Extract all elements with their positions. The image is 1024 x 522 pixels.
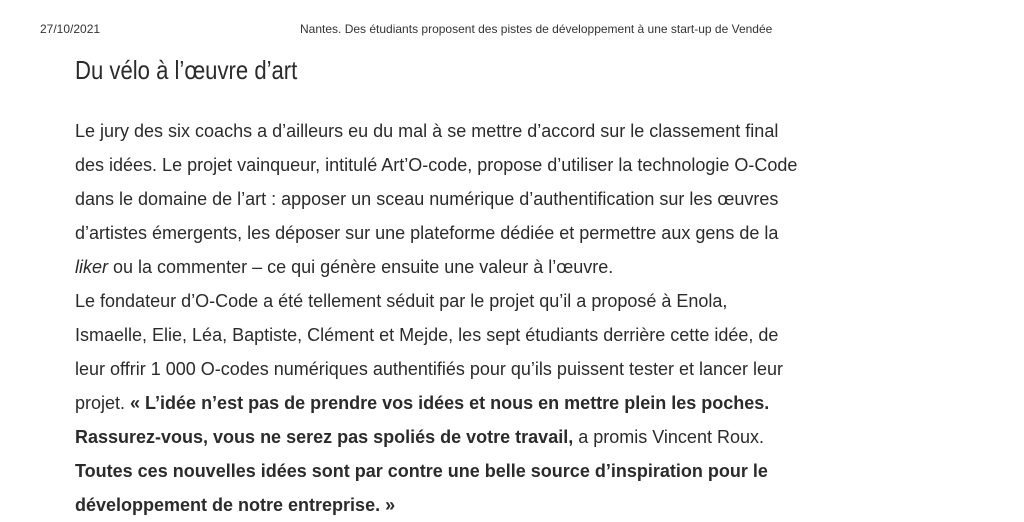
text-line — [75, 386, 955, 420]
text-line: Le jury des six coachs a d’ailleurs eu du mal à se mettre d’accord sur le classement final — [75, 121, 779, 141]
article-title: Du vélo à l’œuvre d’art — [75, 55, 298, 85]
text-line: Le fondateur d’O-Code a été tellement séduit par le projet qu’il a proposé à Enola, — [75, 291, 728, 311]
quote-bold: Rassurez-vous, vous ne serez pas spoliés de votre travail, — [75, 427, 574, 447]
paragraph-1 — [75, 114, 955, 284]
print-date: 27/10/2021 — [40, 22, 101, 36]
article-body — [75, 114, 955, 522]
quote-bold: Toutes ces nouvelles idées sont par contre une belle source d’inspiration pour le — [75, 461, 768, 481]
text-line — [75, 454, 955, 488]
print-page-title: Nantes. Des étudiants proposent des pistes de développement à une start-up de Vendée — [300, 22, 773, 36]
print-header — [0, 22, 1024, 38]
text-line: dans le domaine de l’art : apposer un sceau numérique d’authentification sur les œuvres — [75, 189, 779, 209]
paragraph-2 — [75, 284, 955, 522]
text-line — [75, 420, 955, 454]
text-line — [75, 488, 955, 522]
text-line — [75, 250, 955, 284]
text-segment: ou la commenter – ce qui génère ensuite une valeur à l’œuvre. — [108, 257, 614, 277]
text-line: d’artistes émergents, les déposer sur une plateforme dédiée et permettre aux gens de la — [75, 223, 779, 243]
text-segment: a promis Vincent Roux. — [573, 427, 764, 447]
text-line: Ismaelle, Elie, Léa, Baptiste, Clément et Mejde, les sept étudiants derrière cette idée, de — [75, 325, 779, 345]
article — [75, 50, 955, 522]
quote-bold: développement de notre entreprise. » — [75, 495, 396, 515]
text-line: leur offrir 1 000 O-codes numériques authentifiés pour qu’ils puissent tester et lancer leur — [75, 359, 784, 379]
text-line: des idées. Le projet vainqueur, intitulé Art’O-code, propose d’utiliser la technologie O-Code — [75, 155, 798, 175]
text-segment: projet. — [75, 393, 131, 413]
italic-word: liker — [75, 257, 109, 277]
quote-bold: « L’idée n’est pas de prendre vos idées et nous en mettre plein les poches. — [130, 393, 770, 413]
